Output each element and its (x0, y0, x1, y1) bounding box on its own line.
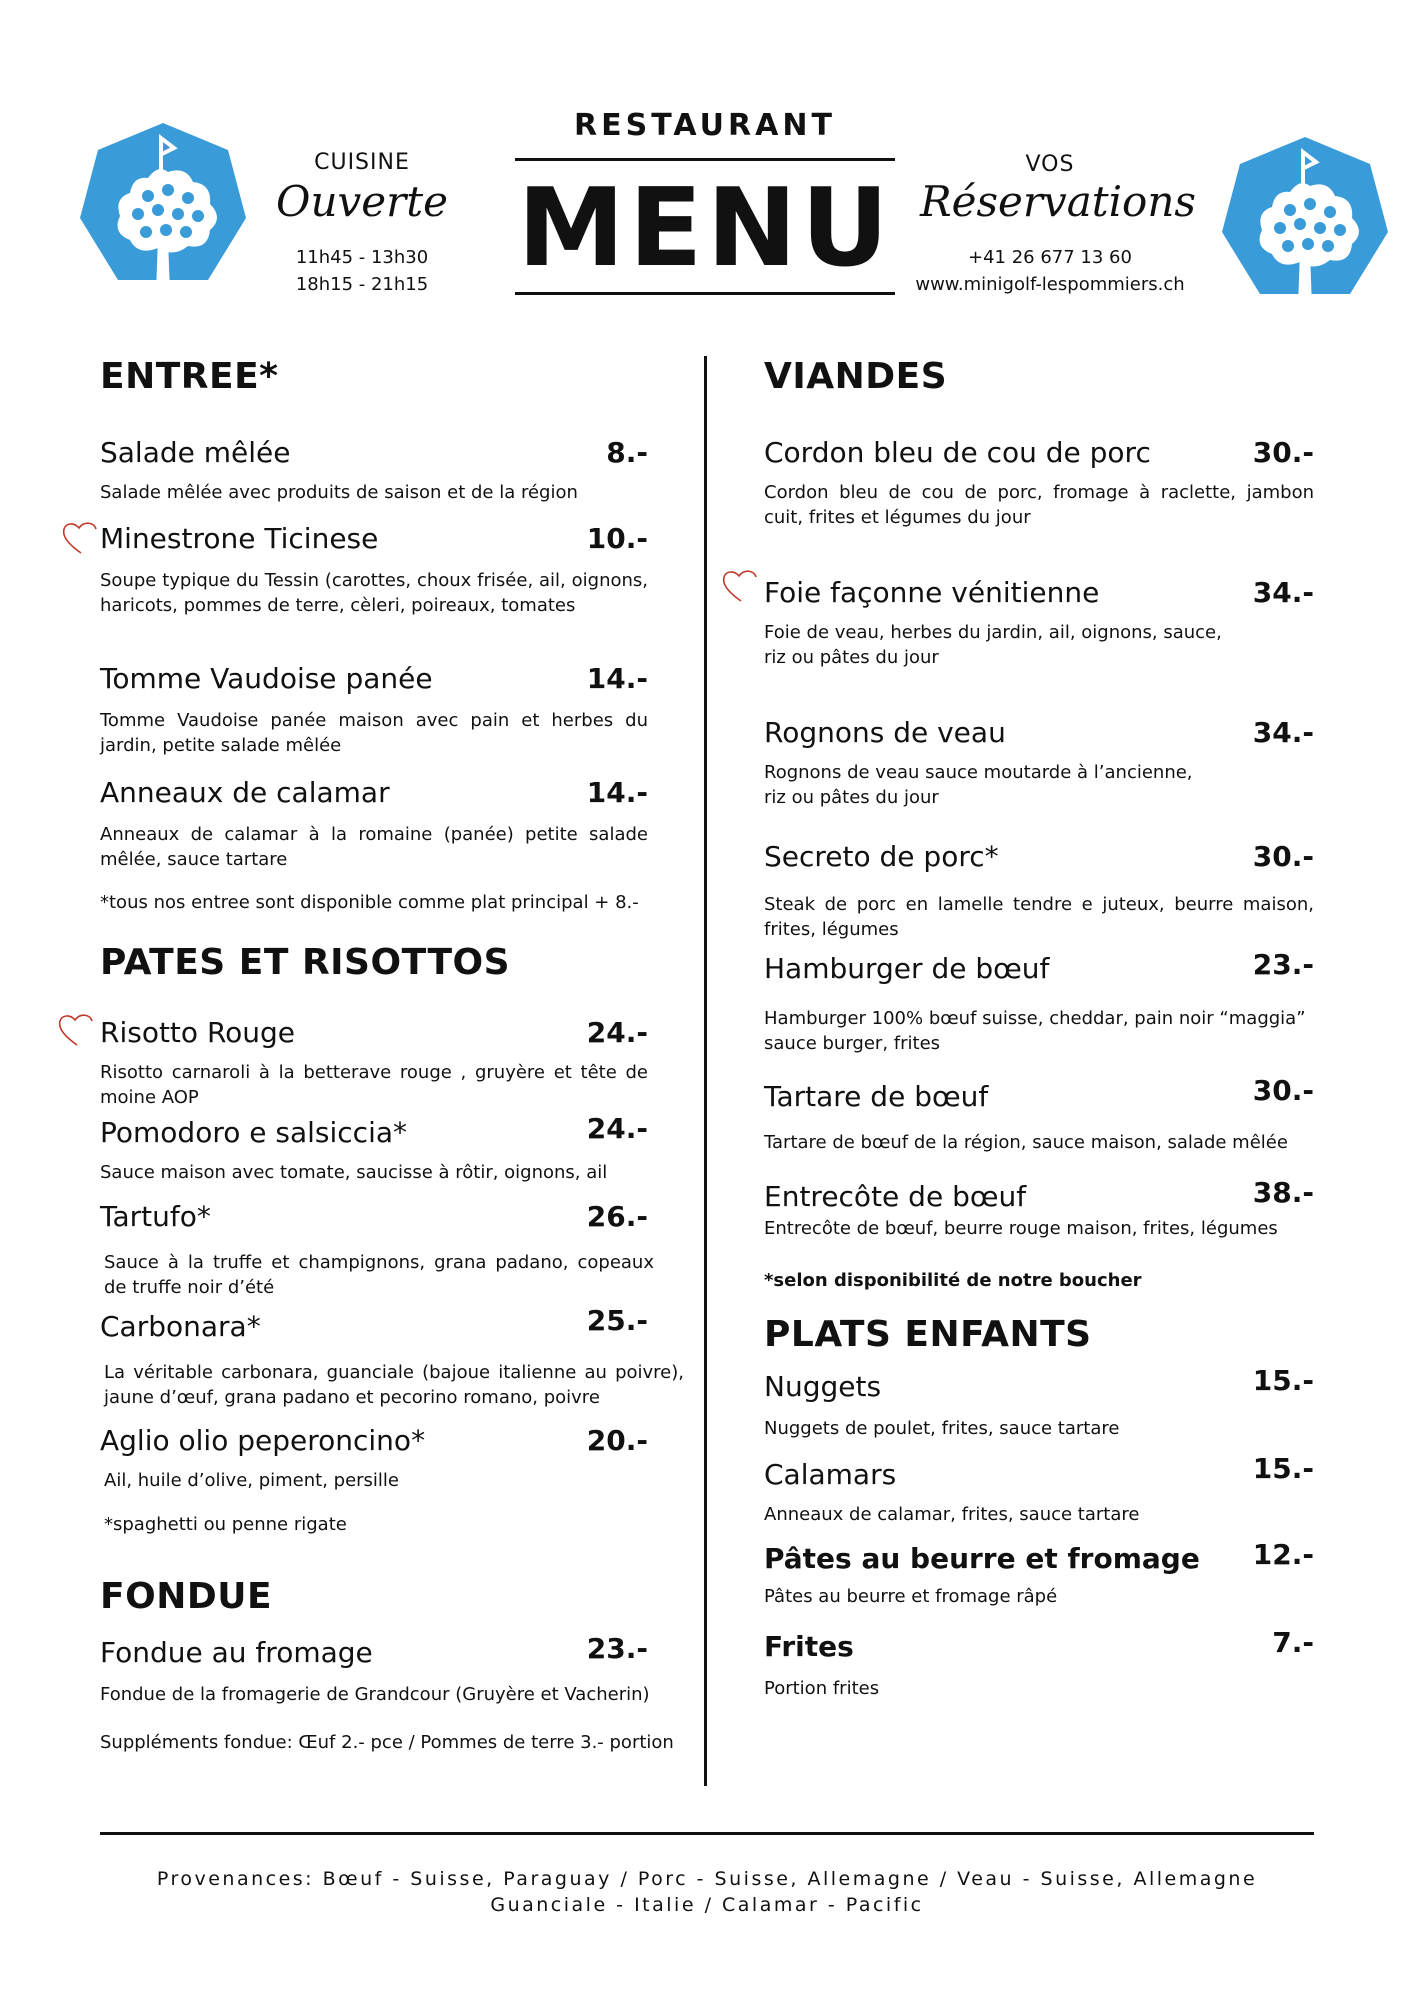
pates-note: *spaghetti ou penne rigate (104, 1514, 347, 1535)
item-name: Tartufo* (100, 1200, 211, 1233)
section-title-enfants: PLATS ENFANTS (764, 1314, 1092, 1355)
apple-tree-logo-right (1220, 132, 1390, 312)
item-name: Calamars (764, 1458, 897, 1491)
item-price: 30.- (1252, 436, 1314, 469)
item-description: Soupe typique du Tessin (carottes, choux frisée, ail, oignons, haricots, pommes de terre, cèleri, poireaux, tomates (100, 570, 648, 616)
opening-hours (262, 244, 462, 298)
item-name: Secreto de porc* (764, 840, 999, 873)
item-price: 14.- (586, 662, 648, 695)
item-name: Frites (764, 1630, 854, 1663)
item-description: Sauce maison avec tomate, saucisse à rôtir, oignons, ail (100, 1162, 608, 1183)
reservations-label: VOS (1025, 152, 1075, 177)
apple-tree-logo-left (78, 118, 248, 298)
item-name: Pomodoro e salsiccia* (100, 1116, 408, 1149)
title-top-rule (515, 158, 895, 161)
item-price: 26.- (586, 1200, 648, 1233)
item-price: 24.- (586, 1112, 648, 1145)
item-price: 38.- (1252, 1176, 1314, 1209)
item-price: 15.- (1252, 1364, 1314, 1397)
section-title-pates: PATES ET RISOTTOS (100, 942, 511, 983)
title-bottom-rule (515, 292, 895, 295)
item-price: 15.- (1252, 1452, 1314, 1485)
item-name: Nuggets (764, 1370, 882, 1403)
item-price: 34.- (1252, 576, 1314, 609)
item-description: Steak de porc en lamelle tendre e juteux, beurre maison, frites, légumes (764, 894, 1314, 940)
item-description: Nuggets de poulet, frites, sauce tartare (764, 1418, 1120, 1439)
item-name: Carbonara* (100, 1310, 261, 1343)
provenances-line-2: Guanciale - Italie / Calamar - Pacific (490, 1894, 924, 1916)
fondue-note: Suppléments fondue: Œuf 2.- pce / Pommes de terre 3.- portion (100, 1732, 674, 1753)
item-description: Risotto carnaroli à la betterave rouge , gruyère et tête de moine AOP (100, 1062, 648, 1108)
item-description: Sauce à la truffe et champignons, grana padano, copeaux de truffe noir d’été (104, 1252, 654, 1298)
hours-dinner: 18h15 - 21h15 (295, 274, 429, 295)
item-description: Cordon bleu de cou de porc, fromage à raclette, jambon cuit, frites et légumes du jour (764, 482, 1314, 528)
item-price: 30.- (1252, 840, 1314, 873)
item-description: Foie de veau, herbes du jardin, ail, oignons, sauce, riz ou pâtes du jour (764, 622, 1222, 668)
item-name: Tomme Vaudoise panée (100, 662, 433, 695)
item-description: Entrecôte de bœuf, beurre rouge maison, frites, légumes (764, 1218, 1278, 1239)
contact-info (900, 244, 1200, 298)
item-price: 23.- (586, 1632, 648, 1665)
page-title: MENU (517, 166, 893, 291)
item-price: 8.- (606, 436, 648, 469)
phone-number[interactable]: +41 26 677 13 60 (968, 247, 1132, 268)
item-name: Risotto Rouge (100, 1016, 296, 1049)
item-price: 14.- (586, 776, 648, 809)
entree-note: *tous nos entree sont disponible comme plat principal + 8.- (100, 892, 639, 913)
reservations-script: Réservations (920, 177, 1196, 226)
item-name: Fondue au fromage (100, 1636, 373, 1669)
website-link[interactable]: www.minigolf-lespommiers.ch (915, 274, 1185, 295)
item-description: Hamburger 100% bœuf suisse, cheddar, pain noir “maggia” sauce burger, frites (764, 1008, 1306, 1054)
item-price: 7.- (1272, 1626, 1314, 1659)
item-price: 25.- (586, 1304, 648, 1337)
item-description: La véritable carbonara, guanciale (bajoue italienne au poivre), jaune d’œuf, grana padano et pecorino romano, poivre (104, 1362, 684, 1408)
cuisine-label: CUISINE (314, 150, 410, 175)
item-name: Hamburger de bœuf (764, 952, 1050, 985)
item-price: 23.- (1252, 948, 1314, 981)
item-description: Anneaux de calamar à la romaine (panée) petite salade mêlée, sauce tartare (100, 824, 648, 870)
item-price: 24.- (586, 1016, 648, 1049)
cuisine-script: Ouverte (276, 177, 448, 226)
item-price: 12.- (1252, 1538, 1314, 1571)
item-description: Tomme Vaudoise panée maison avec pain et herbes du jardin, petite salade mêlée (100, 710, 648, 756)
item-name: Entrecôte de bœuf (764, 1180, 1027, 1213)
item-description: Portion frites (764, 1678, 880, 1699)
section-title-entree: ENTREE* (100, 356, 279, 397)
item-description: Pâtes au beurre et fromage râpé (764, 1586, 1058, 1607)
item-name: Aglio olio peperoncino* (100, 1424, 426, 1457)
viandes-note: *selon disponibilité de notre boucher (764, 1270, 1142, 1291)
section-title-viandes: VIANDES (764, 356, 948, 397)
hours-lunch: 11h45 - 13h30 (295, 247, 429, 268)
item-price: 20.- (586, 1424, 648, 1457)
item-description: Rognons de veau sauce moutarde à l’ancienne, riz ou pâtes du jour (764, 762, 1193, 808)
footer-rule (100, 1832, 1314, 1835)
item-name: Minestrone Ticinese (100, 522, 379, 555)
provenances-footer (0, 1866, 1414, 1918)
item-name: Foie façonne vénitienne (764, 576, 1100, 609)
item-name: Salade mêlée (100, 436, 291, 469)
heart-icon (56, 1012, 98, 1048)
item-price: 34.- (1252, 716, 1314, 749)
item-name: Anneaux de calamar (100, 776, 390, 809)
item-name: Rognons de veau (764, 716, 1006, 749)
item-name: Tartare de bœuf (764, 1080, 989, 1113)
item-description: Tartare de bœuf de la région, sauce maison, salade mêlée (764, 1132, 1288, 1153)
item-description: Anneaux de calamar, frites, sauce tartare (764, 1504, 1140, 1525)
provenances-line-1: Provenances: Bœuf - Suisse, Paraguay / Porc - Suisse, Allemagne / Veau - Suisse, Allemagne (156, 1868, 1258, 1890)
item-name: Pâtes au beurre et fromage (764, 1542, 1200, 1575)
column-divider (704, 356, 707, 1786)
item-name: Cordon bleu de cou de porc (764, 436, 1151, 469)
item-description: Ail, huile d’olive, piment, persille (104, 1470, 400, 1491)
restaurant-label: RESTAURANT (574, 108, 836, 143)
item-description: Fondue de la fromagerie de Grandcour (Gruyère et Vacherin) (100, 1684, 650, 1705)
item-price: 30.- (1252, 1074, 1314, 1107)
item-price: 10.- (586, 522, 648, 555)
heart-icon (60, 520, 102, 556)
section-title-fondue: FONDUE (100, 1576, 273, 1617)
heart-icon (720, 568, 762, 604)
item-description: Salade mêlée avec produits de saison et de la région (100, 482, 578, 503)
